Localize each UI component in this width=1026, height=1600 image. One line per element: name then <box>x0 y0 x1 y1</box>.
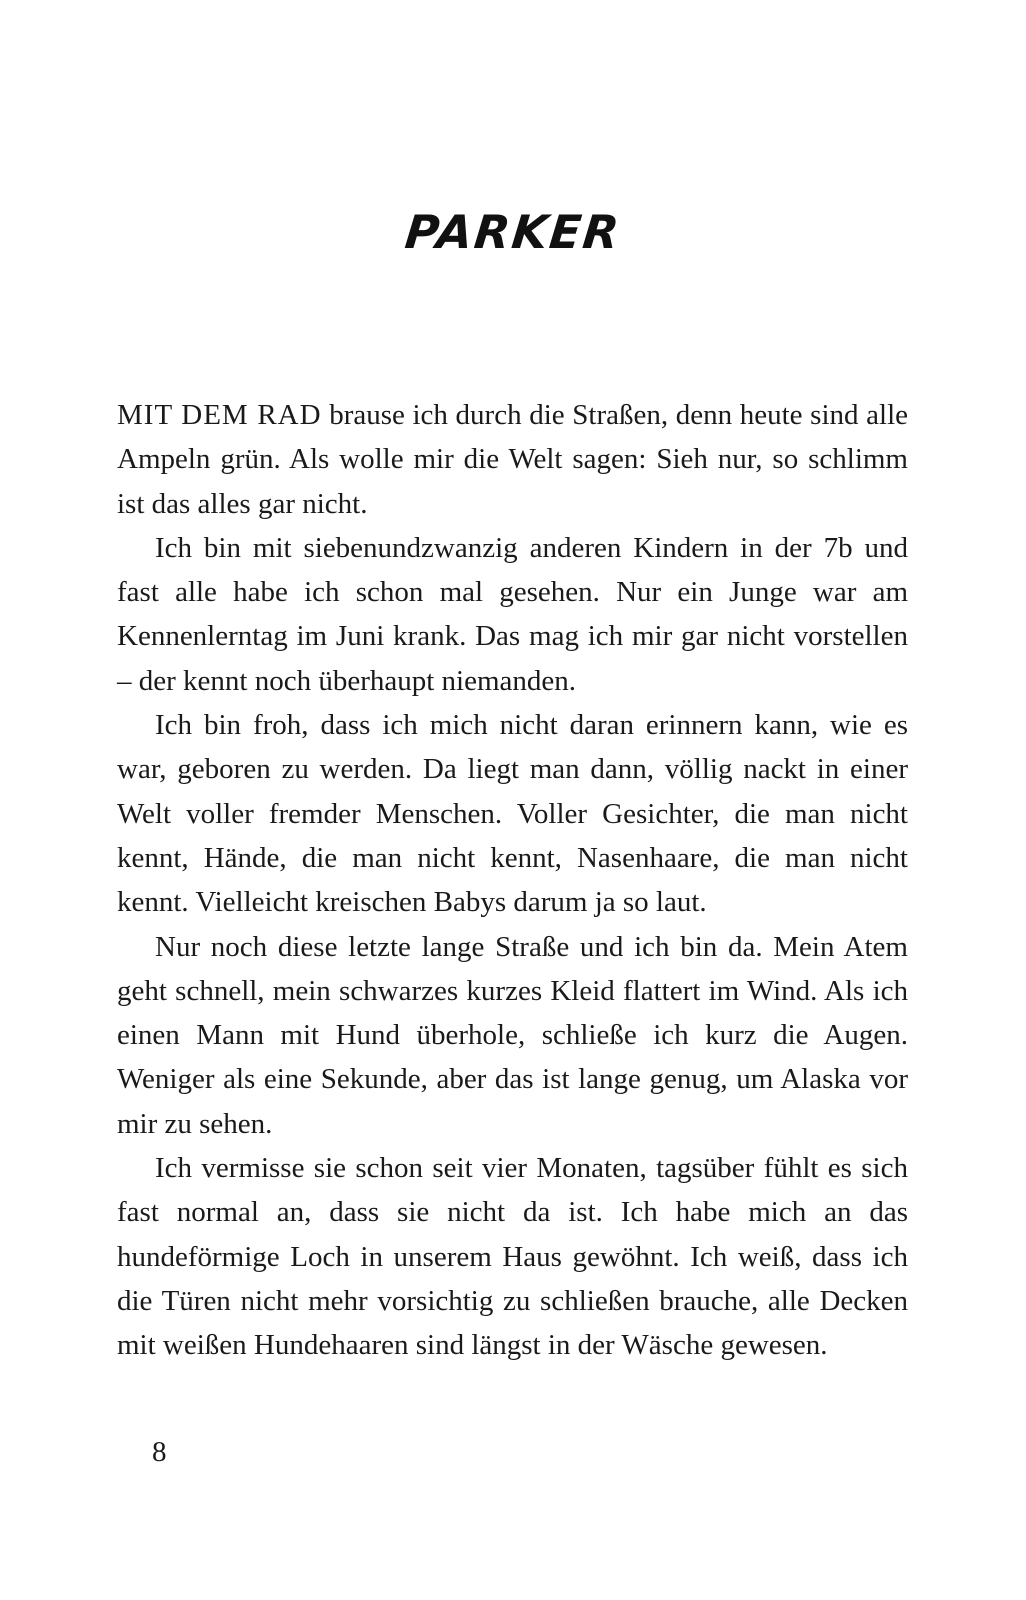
paragraph-4: Nur noch diese letzte lange Straße und ich bin da. Mein Atem geht schnell, mein schwarzes kurzes Kleid flattert im Wind. Als ich einen Mann mit Hund überhole, schließe ich kurz die Augen. Weniger als eine Sekunde, aber das ist lange genug, um Alaska vor mir zu sehen. <box>117 930 908 1140</box>
paragraph-1 <box>117 393 908 526</box>
paragraph-3: Ich bin froh, dass ich mich nicht daran erinnern kann, wie es war, geboren zu werden. Da liegt man dann, völlig nackt in einer Welt voller fremder Menschen. Voller Gesichter, die man nicht kennt, Hände, die man nicht kennt, Nasenhaare, die man nicht kennt. Vielleicht kreischen Babys darum ja so laut. <box>117 709 908 919</box>
paragraph-5: Ich vermisse sie schon seit vier Monaten, tagsüber fühlt es sich fast normal an, dass sie nicht da ist. Ich habe mich an das hundeförmige Loch in unserem Haus gewöhnt. Ich weiß, dass ich die Türen nicht mehr vorsichtig zu schließen brauche, alle Decken mit weißen Hundehaaren sind längst in der Wäsche gewesen. <box>117 1152 908 1362</box>
chapter-title: PARKER <box>402 205 624 259</box>
opening-small-caps: MIT DEM RAD <box>117 399 322 431</box>
page-number: 8 <box>152 1436 167 1468</box>
paragraph-1-text: brause ich durch die Straßen, denn heute sind alle Ampeln grün. Als wolle mir die Welt sagen: Sieh nur, so schlimm ist das alles gar nicht. <box>117 399 908 520</box>
paragraph-2: Ich bin mit siebenundzwanzig anderen Kindern in der 7b und fast alle habe ich schon mal gesehen. Nur ein Junge war am Kennenlerntag im Juni krank. Das mag ich mir gar nicht vorstellen – der kennt noch überhaupt niemanden. <box>117 531 908 697</box>
chapter-body <box>117 393 908 1368</box>
